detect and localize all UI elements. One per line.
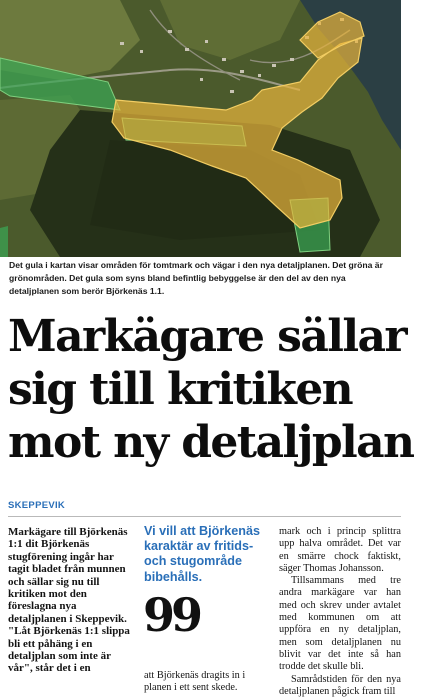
headline: Markägare sällar sig till kritiken mot ny detaljplan [8,311,414,468]
aerial-map [0,0,401,257]
article-middle-column [144,670,270,694]
map-caption: Det gula i kartan visar områden för tomtmark och vägar i den nya detaljplanen. Det gröna är grönområden. Det gula som syns bland befintlig bebyggelse är den del av den nya detaljplanen som berör Björkenäs 1.1. [9,260,383,296]
section-label: SKEPPEVIK [8,500,66,511]
article-lead-column [8,526,133,686]
section-divider [8,516,401,517]
aerial-map-graphic [0,0,401,257]
quote-mark-icon: 99 [143,588,200,642]
article-right-column [279,526,401,697]
pull-quote: Vi vill att Björkenäs karaktär av fritids- och stugområde bibehålls. [144,524,260,584]
middle-paragraph: att Björkenäs dragits in i planen i ett sent skede. [144,670,246,694]
lead-paragraph: Markägare till Björkenäs 1:1 dit Björkenäs stugförening ingår har tagit bladet från munnen och sällar sig nu till kritiken mot den föreslagna nya detaljplanen i Skeppevik. "Låt Björkenäs 1:1 slippa bli ett påhäng i en detaljplan som inte är vår", står det i en [8,526,130,675]
right-paragraph-2: Tillsammans med tre andra markägare var han med och skrev under avtalet med kommunen om att uppföra en ny detaljplan, men som detaljplanen nu blivit var det inte så han trodde det skulle bli. [279,575,401,673]
right-paragraph-1: mark och i princip splittra upp halva området. Det var en smärre chock faktiskt, säger Thomas Johansson. [279,526,401,574]
right-paragraph-3: Samrådstiden för den nya detaljplanen pågick fram till [279,673,401,697]
